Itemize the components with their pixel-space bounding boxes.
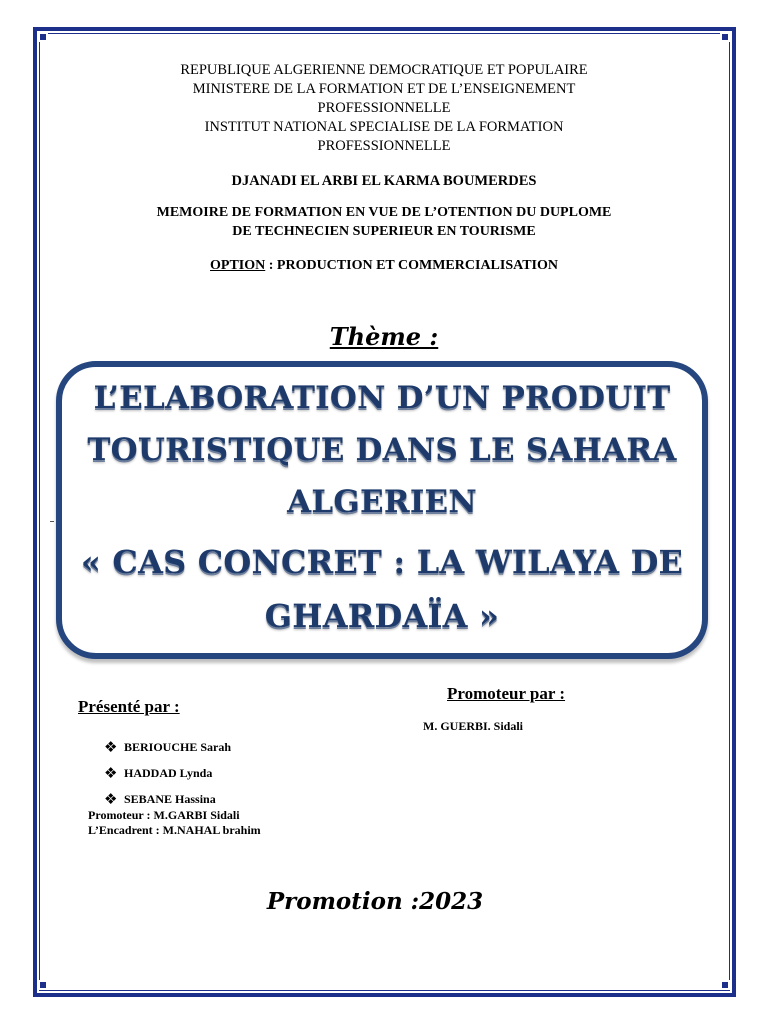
header-line: PROFESSIONNELLE	[317, 138, 451, 154]
margin-mark	[50, 521, 54, 522]
school-name: DJANADI EL ARBI EL KARMA BOUMERDES	[231, 173, 537, 189]
promotion-year: Promotion :2023	[266, 888, 484, 915]
subtitle-line: « CAS CONCRET : LA WILAYA DE	[80, 543, 684, 581]
four-diamond-bullet-icon: ❖	[104, 790, 118, 808]
border-corner-ornament	[38, 980, 48, 990]
title-line: ALGERIEN	[287, 484, 477, 520]
memoire-line: MEMOIRE DE FORMATION EN VUE DE L’OTENTION DU DUPLOME	[156, 205, 612, 220]
theme-label: Thème :	[329, 322, 439, 351]
student-item	[104, 738, 231, 756]
presented-by-label: Présenté par :	[78, 697, 180, 716]
four-diamond-bullet-icon: ❖	[104, 738, 118, 756]
promoteur-name: M. GUERBI. Sidali	[423, 719, 524, 733]
memoire-description	[60, 203, 708, 241]
option-label: OPTION	[210, 258, 266, 273]
title-line: L’ELABORATION D’UN PRODUIT	[93, 380, 671, 416]
promoteur-line: Promoteur : M.GARBI Sidali	[88, 808, 240, 822]
student-name: HADDAD Lynda	[124, 766, 213, 780]
memoire-line: DE TECHNECIEN SUPERIEUR EN TOURISME	[232, 224, 536, 239]
border-corner-ornament	[720, 980, 730, 990]
border-corner-ornament	[38, 32, 48, 42]
header-line: PROFESSIONNELLE	[317, 100, 451, 116]
student-name: SEBANE Hassina	[124, 792, 216, 806]
encadrent-line: L’Encadrent : M.NAHAL brahim	[88, 823, 261, 837]
subtitle-line: GHARDAÏA »	[264, 597, 500, 635]
student-item	[104, 764, 212, 782]
thesis-subtitle	[56, 535, 708, 643]
border-corner-ornament	[720, 32, 730, 42]
header-line: REPUBLIQUE ALGERIENNE DEMOCRATIQUE ET POPULAIRE	[180, 62, 588, 78]
institution-header	[60, 61, 708, 156]
student-name: BERIOUCHE Sarah	[124, 740, 232, 754]
four-diamond-bullet-icon: ❖	[104, 764, 118, 782]
student-item	[104, 790, 216, 808]
option-value: : PRODUCTION ET COMMERCIALISATION	[265, 258, 558, 273]
header-line: MINISTERE DE LA FORMATION ET DE L’ENSEIGNEMENT	[192, 81, 576, 97]
title-line: TOURISTIQUE DANS LE SAHARA	[87, 432, 677, 468]
header-line: INSTITUT NATIONAL SPECIALISE DE LA FORMATION	[204, 119, 564, 135]
promoteur-label: Promoteur par :	[447, 684, 566, 703]
option-line	[60, 256, 708, 275]
thesis-title	[56, 372, 708, 528]
